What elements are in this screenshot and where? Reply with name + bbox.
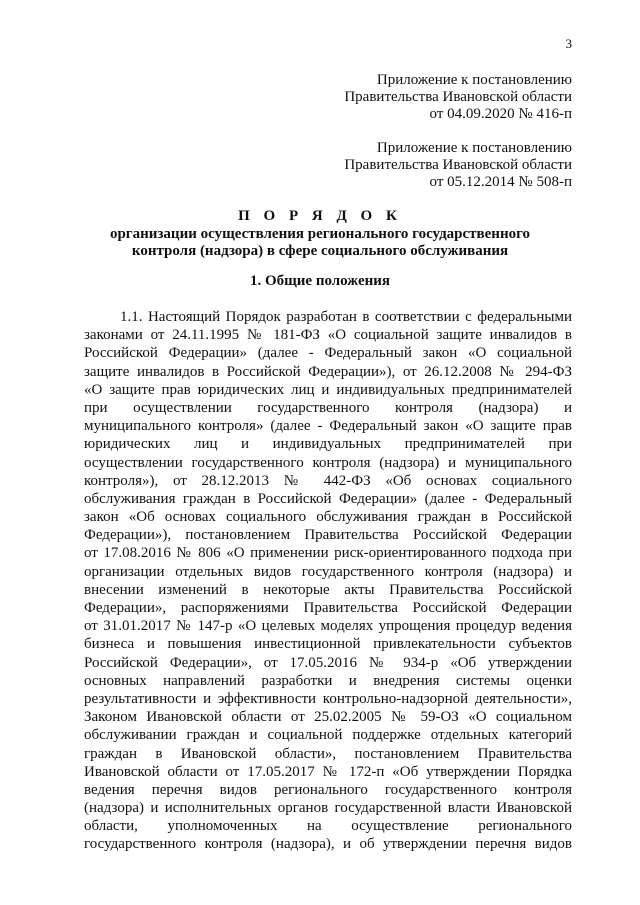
- paragraph-line: Федерации»), постановлением Правительства Российской Федерации: [84, 527, 572, 544]
- paragraph-line: Федерации», распоряжениями Правительства Российской Федерации: [84, 600, 572, 616]
- paragraph-line: 1.1. Настоящий Порядок разработан в соответствии с федеральными: [120, 309, 572, 325]
- appendix-header-current: [344, 72, 572, 123]
- paragraph-line: граждан в Ивановской области», постановлением Правительства: [84, 745, 572, 762]
- section-heading: 1. Общие положения: [249, 273, 391, 289]
- appendix-current-line-3: от 04.09.2020 № 416-п: [429, 106, 572, 122]
- document-title: П О Р Я Д О К: [238, 208, 402, 224]
- paragraph-line: внесении изменений в некоторые акты Правительства Российской: [84, 581, 572, 598]
- paragraph-line: защите инвалидов в Российской Федерации»), от 26.12.2008 № 294-ФЗ: [84, 363, 572, 380]
- paragraph-line: муниципального контроля» (далее - Федеральный закон «О защите прав: [84, 418, 572, 435]
- paragraph-line: государственного контроля (надзора), и об утверждении перечня видов: [84, 836, 572, 853]
- appendix-original-line-2: Правительства Ивановской области: [344, 157, 572, 173]
- appendix-current-line-1: Приложение к постановлению: [376, 72, 572, 88]
- paragraph-line: обслуживания граждан в Российской Федерации» (далее - Федеральный: [84, 490, 572, 507]
- paragraph-line: от 17.08.2016 № 806 «О применении риск-ориентированного подхода при: [84, 545, 572, 562]
- paragraph-line: результативности и эффективности контрольно-надзорной деятельности»,: [84, 690, 572, 707]
- paragraph-line: при осуществлении государственного контроля (надзора) и: [84, 399, 572, 416]
- document-subtitle-line-2: контроля (надзора) в сфере социального обслуживания: [131, 243, 509, 259]
- paragraph-line: законами от 24.11.1995 № 181-ФЗ «О социальной защите инвалидов в: [84, 327, 572, 344]
- paragraph-line: осуществлении государственного контроля (надзора) и муниципального: [84, 454, 572, 471]
- paragraph-line: контроля»), от 28.12.2013 № 442-ФЗ «Об основах социального: [84, 472, 572, 489]
- appendix-current-line-2: Правительства Ивановской области: [344, 89, 572, 105]
- appendix-header-original: [344, 140, 572, 191]
- paragraph-line: закон «Об основах социального обслуживания граждан в Российской: [84, 509, 572, 526]
- paragraph-line: области, уполномоченных на осуществление регионального: [84, 818, 572, 835]
- paragraph-line: обслуживании граждан и социальной поддержке отдельных категорий: [84, 727, 572, 744]
- paragraph-line: Российской Федерации» (далее - Федеральный закон «О социальной: [84, 345, 572, 362]
- page-number: 3: [565, 36, 572, 51]
- paragraph-line: ведения перечня видов регионального государственного контроля: [84, 781, 572, 798]
- paragraph-line: основных направлений разработки и внедрения системы оценки: [84, 672, 572, 689]
- paragraph-line: Законом Ивановской области от 25.02.2005 № 59-ОЗ «О социальном: [84, 709, 572, 726]
- appendix-original-line-1: Приложение к постановлению: [376, 140, 572, 156]
- paragraph-line: Российской Федерации», от 17.05.2016 № 934-р «Об утверждении: [84, 654, 572, 671]
- paragraph-line: (надзора) и исполнительных органов государственной власти Ивановской: [84, 800, 572, 817]
- paragraph-1-1: [84, 308, 572, 854]
- paragraph-line: бизнеса и повышения инвестиционной привлекательности субъектов: [84, 636, 572, 653]
- paragraph-line: организации отдельных видов государственного контроля (надзора) и: [84, 563, 572, 580]
- paragraph-line: «О защите прав юридических лиц и индивидуальных предпринимателей: [84, 381, 572, 398]
- document-subtitle-line-1: организации осуществления регионального государственного: [109, 225, 531, 242]
- document-title-block: [68, 208, 572, 261]
- paragraph-line: Ивановской области от 17.05.2017 № 172-п «Об утверждении Порядка: [84, 763, 572, 780]
- paragraph-line: юридических лиц и индивидуальных предпринимателей при: [84, 436, 572, 453]
- paragraph-line: от 31.01.2017 № 147-р «О целевых моделях упрощения процедур ведения: [84, 618, 572, 635]
- appendix-original-line-3: от 05.12.2014 № 508-п: [429, 174, 572, 190]
